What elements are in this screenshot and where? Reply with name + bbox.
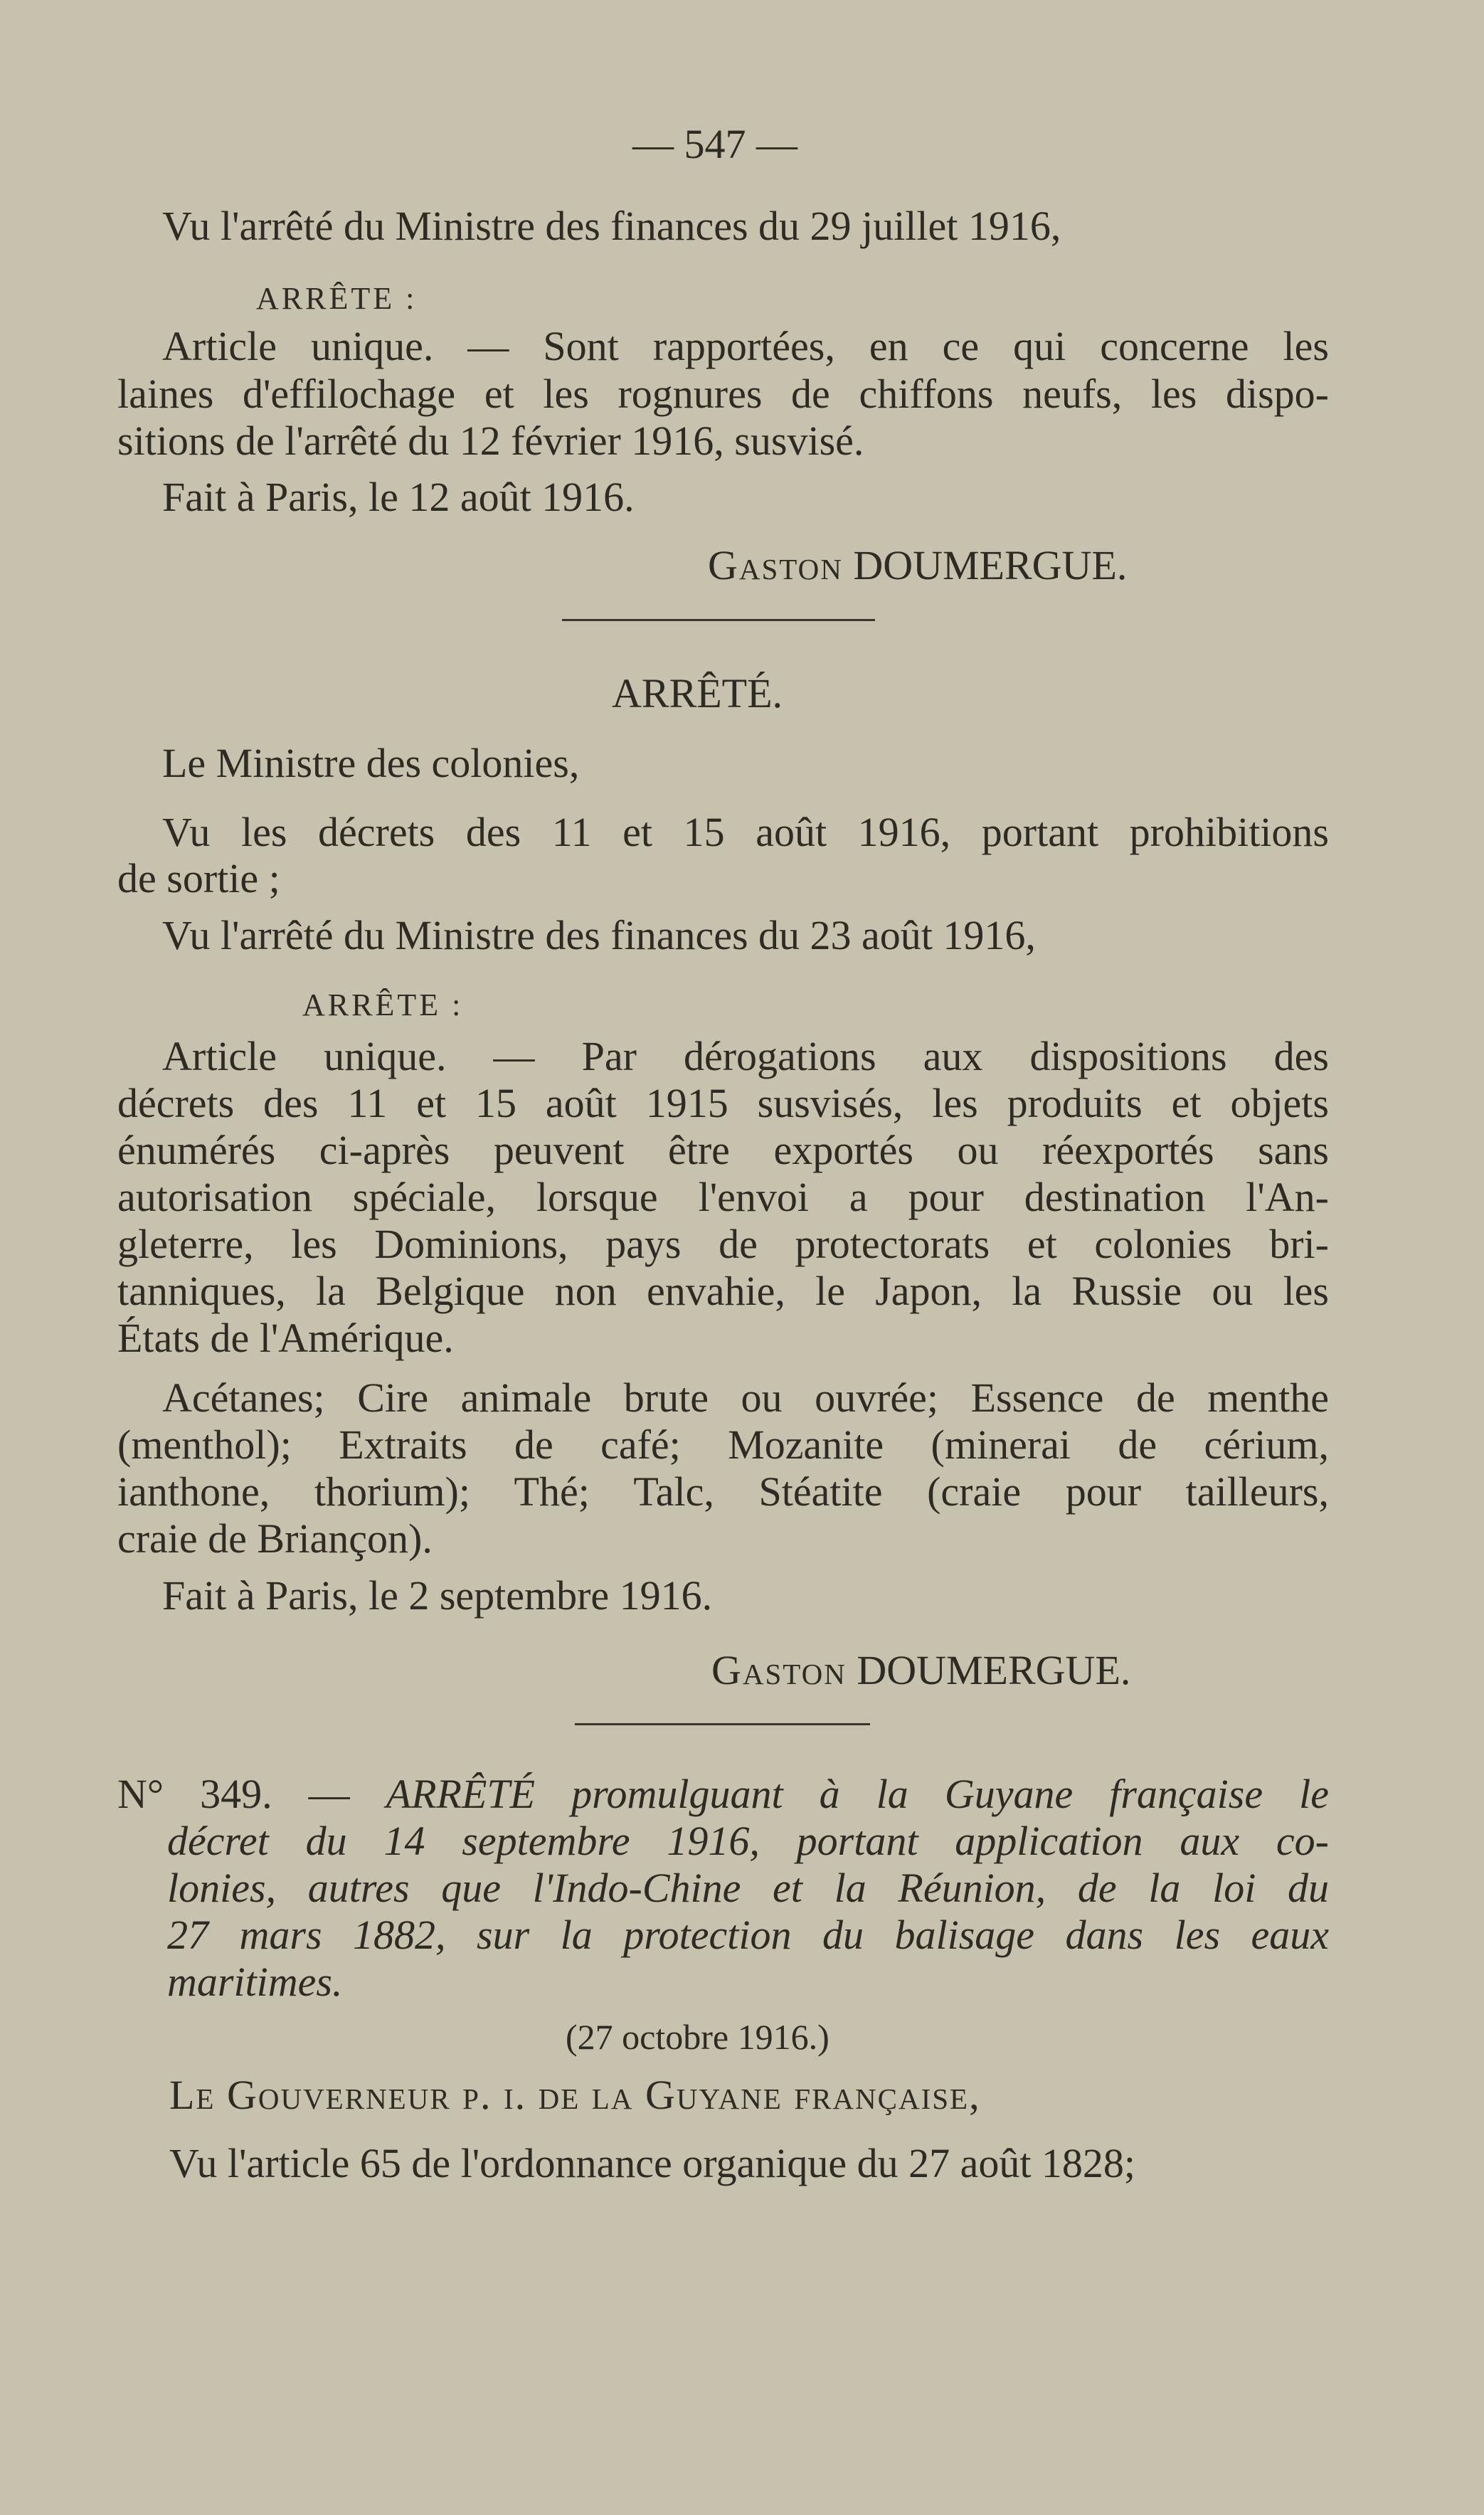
- signature-last-name: DOUMERGUE.: [853, 542, 1128, 588]
- section2-vu1-line: de sortie ;: [117, 855, 280, 901]
- section2-article-line: autorisation spéciale, lorsque l'envoi a pour destination l'An-: [117, 1174, 1329, 1220]
- decree-number: N° 349. —: [117, 1771, 350, 1817]
- section3-title-line: lonies, autres que l'Indo-Chine et la Réunion, de la loi du: [167, 1865, 1329, 1911]
- section2-article-line: gleterre, les Dominions, pays de protectorats et colonies bri-: [117, 1221, 1329, 1267]
- signature-first-name: Gaston: [711, 1647, 847, 1693]
- section2-minister: Le Ministre des colonies,: [162, 740, 580, 786]
- section3-title-line: décret du 14 septembre 1916, portant application aux co-: [167, 1818, 1329, 1864]
- page-number: — 547 —: [632, 121, 797, 167]
- section1-article-line: laines d'effilochage et les rognures de chiffons neufs, les dispo-: [117, 371, 1329, 417]
- section2-products-line: craie de Briançon).: [117, 1515, 433, 1562]
- section2-article-line: décrets des 11 et 15 août 1915 susvisés, les produits et objets: [117, 1080, 1329, 1126]
- section1-signed: Fait à Paris, le 12 août 1916.: [162, 474, 635, 520]
- section1-article-line: Article unique. — Sont rapportées, en ce qui concerne les: [162, 323, 1329, 369]
- section1-arrete-label: ARRÊTE :: [256, 281, 418, 316]
- section3-governor: Le Gouverneur p. i. de la Guyane française,: [169, 2072, 981, 2118]
- section-divider: [562, 619, 875, 621]
- section3-title-line: maritimes.: [167, 1959, 343, 2005]
- section3-title-line: 27 mars 1882, sur la protection du balisage dans les eaux: [167, 1912, 1329, 1958]
- section2-article-line: énumérés ci-après peuvent être exportés ou réexportés sans: [117, 1127, 1329, 1173]
- signature-last-name: DOUMERGUE.: [857, 1647, 1131, 1693]
- section3-vu: Vu l'article 65 de l'ordonnance organique du 27 août 1828;: [169, 2140, 1136, 2186]
- section2-signed: Fait à Paris, le 2 septembre 1916.: [162, 1572, 713, 1619]
- section2-arrete-label: ARRÊTE :: [302, 988, 464, 1022]
- section1-signature: [708, 541, 1127, 591]
- section2-products-line: (menthol); Extraits de café; Mozanite (minerai de cérium,: [117, 1421, 1329, 1468]
- decree-title: ARRÊTÉ promulguant à la Guyane française le: [386, 1771, 1329, 1817]
- section2-products-line: ianthone, thorium); Thé; Talc, Stéatite (craie pour tailleurs,: [117, 1468, 1329, 1515]
- section3-date: (27 octobre 1916.): [566, 2017, 830, 2057]
- section2-article-line: États de l'Amérique.: [117, 1315, 454, 1361]
- section2-products-line: Acétanes; Cire animale brute ou ouvrée; Essence de menthe: [162, 1375, 1329, 1421]
- section2-signature: [711, 1646, 1130, 1695]
- section2-article-line: tanniques, la Belgique non envahie, le Japon, la Russie ou les: [117, 1268, 1329, 1314]
- section2-vu1-line: Vu les décrets des 11 et 15 août 1916, portant prohibitions: [162, 809, 1329, 855]
- signature-first-name: Gaston: [708, 542, 843, 588]
- section-divider: [575, 1723, 870, 1725]
- section1-article-line: sitions de l'arrêté du 12 février 1916, susvisé.: [117, 418, 864, 464]
- section1-intro: Vu l'arrêté du Ministre des finances du 29 juillet 1916,: [162, 203, 1061, 249]
- section3-heading: [117, 1769, 1329, 1819]
- section2-vu2: Vu l'arrêté du Ministre des finances du 23 août 1916,: [162, 912, 1036, 958]
- section2-title: ARRÊTÉ.: [612, 670, 783, 716]
- section2-article-line: Article unique. — Par dérogations aux dispositions des: [162, 1033, 1329, 1079]
